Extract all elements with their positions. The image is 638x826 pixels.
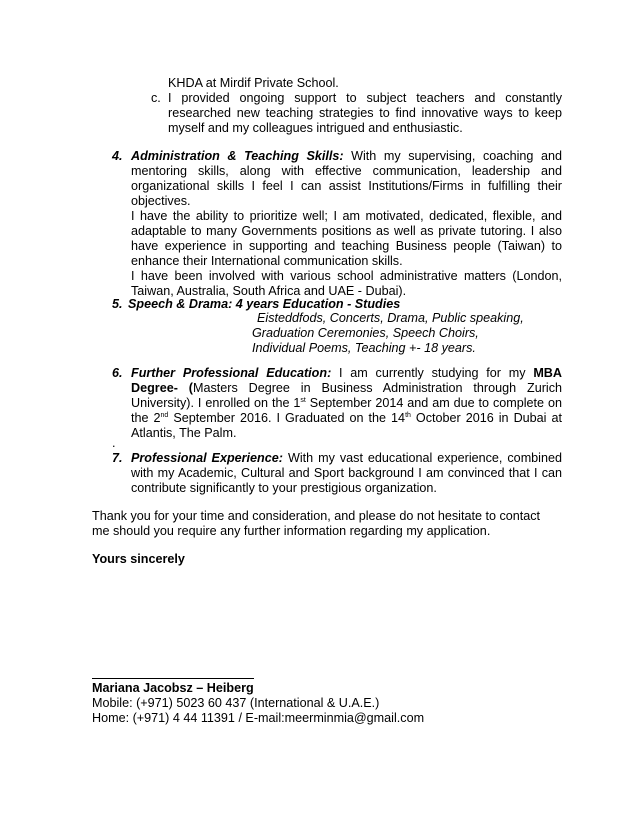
section-5-heading: Speech & Drama: 4 years Education - Studies <box>128 297 401 311</box>
thanks-line-2: me should you require any further information regarding my application. <box>92 524 491 538</box>
section-6-line-4-b: September 2016. I Graduated on the 14 <box>168 411 406 425</box>
section-7-line-2: with my Academic, Cultural and Sport background I am convinced that I can <box>131 466 562 480</box>
section-4-line-9: I have been involved with various school administrative matters (London, <box>131 269 562 283</box>
section-6-line-2-rest: Masters Degree in Business Administration through Zurich <box>192 381 562 395</box>
section-4-line-6: adaptable to many Governments positions as well as private tutoring. I also <box>131 224 562 238</box>
section-5-item-2: Graduation Ceremonies, Speech Choirs, <box>252 326 479 340</box>
section-4-line-8: enhance their International communication skills. <box>131 254 403 268</box>
section-6-number: 6. <box>112 366 123 380</box>
section-7-line-1 <box>131 451 562 466</box>
section-6-line-2 <box>131 381 562 396</box>
section-5-item-3: Individual Poems, Teaching +- 18 years. <box>252 341 476 355</box>
ordinal-th: th <box>405 412 411 419</box>
section-5-item-1: Eisteddfods, Concerts, Drama, Public speaking, <box>257 311 524 325</box>
section-4-line-1-rest: With my supervising, coaching and <box>343 149 562 163</box>
section-7-line-1-rest: With my vast educational experience, combined <box>282 451 562 465</box>
ordinal-st: st <box>300 397 306 404</box>
mobile-line: Mobile: (+971) 5023 60 437 (International & U.A.E.) <box>92 696 380 710</box>
section-6-line-1 <box>131 366 562 381</box>
section-4-line-4: objectives. <box>131 194 191 208</box>
section-4-number: 4. <box>112 149 123 163</box>
sign-off: Yours sincerely <box>92 552 185 566</box>
signature-line <box>92 678 254 679</box>
section-4-line-5: I have the ability to prioritize well; I am motivated, dedicated, flexible, and <box>131 209 562 223</box>
khda-line: KHDA at Mirdif Private School. <box>168 76 339 90</box>
section-7-heading: Professional Experience: <box>131 451 283 465</box>
home-email-line: Home: (+971) 4 44 11391 / E-mail:meerminmia@gmail.com <box>92 711 425 725</box>
c-line-2: researched new teaching strategies to find innovative ways to keep <box>168 106 562 120</box>
signer-name: Mariana Jacobsz – Heiberg <box>92 681 254 695</box>
section-4-line-2: mentoring skills, along with effective communication, leadership and <box>131 164 562 178</box>
mba-label: MBA <box>533 366 562 380</box>
section-4-heading: Administration & Teaching Skills: <box>131 149 344 163</box>
list-marker-c: c. <box>151 91 161 105</box>
degree-label: Degree- ( <box>131 381 193 395</box>
section-6-line-4 <box>131 411 562 426</box>
section-5-number: 5. <box>112 297 123 311</box>
section-6-line-4-a: the 2 <box>131 411 161 425</box>
section-7-line-3: contribute significantly to your prestigious organization. <box>131 481 437 495</box>
c-line-3: myself and my colleagues intrigued and enthusiastic. <box>168 121 463 135</box>
section-4-line-7: have experience in supporting and teaching Business people (Taiwan) to <box>131 239 562 253</box>
ordinal-nd: nd <box>160 412 169 419</box>
section-7-number: 7. <box>112 451 123 465</box>
section-6-line-4-c: October 2016 in Dubai at <box>410 411 562 425</box>
section-6-line-3 <box>131 396 562 411</box>
stray-dot: . <box>112 436 116 450</box>
section-6-heading: Further Professional Education: <box>131 366 332 380</box>
c-line-1: I provided ongoing support to subject teachers and constantly <box>168 91 562 105</box>
section-6-line-3-b: September 2014 and am due to complete on <box>305 396 562 410</box>
section-4-line-10: Taiwan, Australia, South Africa and UAE - Dubai). <box>131 284 407 298</box>
section-4-line-1 <box>131 149 562 164</box>
thanks-line-1: Thank you for your time and consideration, and please do not hesitate to contact <box>92 509 541 523</box>
section-6-line-3-a: University). I enrolled on the 1 <box>131 396 301 410</box>
section-6-line-5: Atlantis, The Palm. <box>131 426 237 440</box>
section-4-line-3: organizational skills I feel I can assist Institutions/Firms in fulfilling their <box>131 179 562 193</box>
section-6-line-1-mid: I am currently studying for my <box>331 366 534 380</box>
